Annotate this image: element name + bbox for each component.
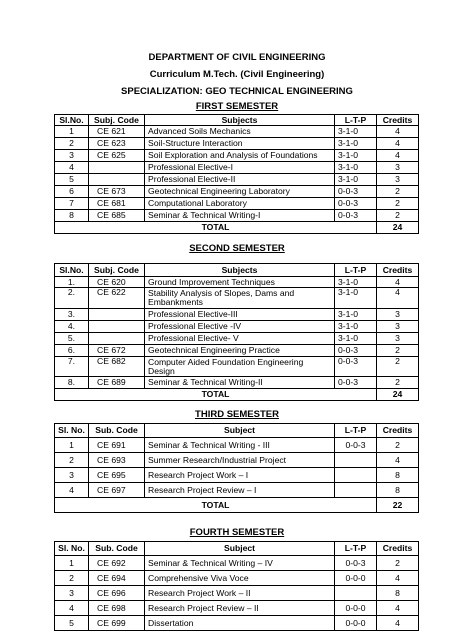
cell-sl-no: 1 (55, 126, 89, 138)
cell-subject: Professional Elective-II (145, 174, 335, 186)
cell-credits: 4 (377, 601, 419, 616)
cell-sl-no: 8 (55, 210, 89, 222)
cell-credits: 4 (377, 571, 419, 586)
semester-table (54, 263, 419, 401)
column-header: Subject (145, 424, 335, 438)
semester-table (54, 423, 419, 513)
cell-ltp: 0-0-3 (335, 556, 377, 571)
cell-credits: 2 (377, 210, 419, 222)
table-row (55, 483, 419, 498)
table-row (55, 333, 419, 345)
table-row (55, 198, 419, 210)
table-row (55, 150, 419, 162)
cell-code: CE 685 (89, 210, 145, 222)
table-row (55, 556, 419, 571)
cell-ltp: 3-1-0 (335, 309, 377, 321)
cell-code: CE 625 (89, 150, 145, 162)
total-row (55, 389, 419, 401)
cell-ltp: 0-0-3 (335, 377, 377, 389)
semester-table (54, 114, 419, 234)
cell-code: CE 696 (89, 586, 145, 601)
cell-credits: 2 (377, 186, 419, 198)
cell-subject: Seminar & Technical Writing-I (145, 210, 335, 222)
cell-credits: 3 (377, 321, 419, 333)
cell-subject: Summer Research/Industrial Project (145, 453, 335, 468)
column-header: Credits (377, 424, 419, 438)
column-header: Subj. Code (89, 264, 145, 277)
cell-ltp (335, 468, 377, 483)
cell-subject: Ground Improvement Techniques (145, 277, 335, 288)
cell-subject: Dissertation (145, 616, 335, 631)
cell-ltp: 0-0-3 (335, 186, 377, 198)
cell-ltp: 0-0-3 (335, 345, 377, 357)
cell-ltp: 3-1-0 (335, 126, 377, 138)
table-row (55, 321, 419, 333)
cell-sl-no: 5. (55, 333, 89, 345)
cell-credits: 2 (377, 377, 419, 389)
total-row (55, 222, 419, 234)
cell-code: CE 692 (89, 556, 145, 571)
cell-code: CE 698 (89, 601, 145, 616)
cell-subject: Comprehensive Viva Voce (145, 571, 335, 586)
cell-sl-no: 1 (55, 438, 89, 453)
cell-subject: Seminar & Technical Writing-II (145, 377, 335, 389)
cell-ltp: 0-0-0 (335, 601, 377, 616)
table-row (55, 438, 419, 453)
column-header: Sub. Code (89, 542, 145, 556)
column-header: Subjects (145, 115, 335, 126)
column-header: L-T-P (335, 542, 377, 556)
cell-credits: 4 (377, 288, 419, 309)
cell-subject: Computer Aided Foundation Engineering Design (145, 357, 335, 377)
table-row (55, 616, 419, 631)
cell-credits: 8 (377, 483, 419, 498)
column-header: Credits (377, 115, 419, 126)
column-header: Subj. Code (89, 115, 145, 126)
cell-subject: Computational Laboratory (145, 198, 335, 210)
table-row (55, 586, 419, 601)
cell-sl-no: 4 (55, 483, 89, 498)
total-label: TOTAL (55, 222, 377, 234)
column-header: Sl.No. (55, 264, 89, 277)
cell-credits: 4 (377, 126, 419, 138)
cell-credits: 2 (377, 438, 419, 453)
table-header-row (55, 264, 419, 277)
column-header: L-T-P (335, 264, 377, 277)
table-row (55, 453, 419, 468)
total-credits: 22 (377, 498, 419, 513)
table-row (55, 162, 419, 174)
cell-sl-no: 7 (55, 198, 89, 210)
column-header: Sl.No. (55, 115, 89, 126)
cell-code: CE 695 (89, 468, 145, 483)
cell-sl-no: 6 (55, 186, 89, 198)
cell-code: CE 673 (89, 186, 145, 198)
cell-sl-no: 3. (55, 309, 89, 321)
cell-subject: Professional Elective-I (145, 162, 335, 174)
total-label: TOTAL (55, 498, 377, 513)
cell-sl-no: 3 (55, 586, 89, 601)
cell-code: CE 620 (89, 277, 145, 288)
table-row (55, 186, 419, 198)
cell-subject: Research Project Review – II (145, 601, 335, 616)
column-header: Credits (377, 264, 419, 277)
table-row (55, 288, 419, 309)
table-row (55, 601, 419, 616)
cell-sl-no: 3 (55, 150, 89, 162)
cell-code: CE 672 (89, 345, 145, 357)
cell-ltp: 0-0-0 (335, 571, 377, 586)
cell-code (89, 162, 145, 174)
cell-ltp: 3-1-0 (335, 138, 377, 150)
cell-code: CE 621 (89, 126, 145, 138)
cell-ltp: 0-0-3 (335, 357, 377, 377)
table-header-row (55, 542, 419, 556)
cell-subject: Soil Exploration and Analysis of Foundations (145, 150, 335, 162)
column-header: Subjects (145, 264, 335, 277)
cell-credits: 3 (377, 309, 419, 321)
semester-heading: THIRD SEMESTER (195, 409, 279, 420)
column-header: L-T-P (335, 115, 377, 126)
cell-sl-no: 7. (55, 357, 89, 377)
column-header: Sl. No. (55, 424, 89, 438)
cell-sl-no: 4 (55, 162, 89, 174)
cell-credits: 4 (377, 616, 419, 631)
cell-ltp: 3-1-0 (335, 288, 377, 309)
table-row (55, 126, 419, 138)
semester-heading: FIRST SEMESTER (195, 101, 279, 112)
cell-sl-no: 5 (55, 174, 89, 186)
total-credits: 24 (377, 222, 419, 234)
semester-table (54, 541, 419, 631)
total-row (55, 498, 419, 513)
column-header: Credits (377, 542, 419, 556)
cell-ltp: 0-0-0 (335, 616, 377, 631)
table-row (55, 357, 419, 377)
cell-sl-no: 2 (55, 571, 89, 586)
cell-code: CE 623 (89, 138, 145, 150)
cell-subject: Seminar & Technical Writing - III (145, 438, 335, 453)
cell-sl-no: 4 (55, 601, 89, 616)
cell-subject: Professional Elective-III (145, 309, 335, 321)
cell-ltp: 0-0-3 (335, 198, 377, 210)
table-row (55, 309, 419, 321)
column-header: Sl. No. (55, 542, 89, 556)
table-row (55, 174, 419, 186)
total-label: TOTAL (55, 389, 377, 401)
cell-code: CE 699 (89, 616, 145, 631)
cell-ltp: 3-1-0 (335, 277, 377, 288)
cell-credits: 3 (377, 174, 419, 186)
semester-heading: FOURTH SEMESTER (189, 527, 285, 538)
cell-subject: Research Project Work – II (145, 586, 335, 601)
cell-ltp (335, 483, 377, 498)
specialization-title: SPECIALIZATION: GEO TECHNICAL ENGINEERING (121, 86, 353, 97)
table-row (55, 468, 419, 483)
cell-sl-no: 2 (55, 138, 89, 150)
department-title: DEPARTMENT OF CIVIL ENGINEERING (148, 52, 326, 63)
cell-credits: 2 (377, 357, 419, 377)
cell-code: CE 694 (89, 571, 145, 586)
cell-ltp: 0-0-3 (335, 438, 377, 453)
cell-credits: 4 (377, 453, 419, 468)
table-row (55, 345, 419, 357)
cell-ltp (335, 453, 377, 468)
cell-subject: Research Project Review – I (145, 483, 335, 498)
cell-code: CE 693 (89, 453, 145, 468)
cell-sl-no: 2 (55, 453, 89, 468)
cell-code (89, 321, 145, 333)
cell-subject: Professional Elective- V (145, 333, 335, 345)
table-header-row (55, 424, 419, 438)
curriculum-title: Curriculum M.Tech. (Civil Engineering) (149, 69, 325, 80)
cell-ltp: 3-1-0 (335, 162, 377, 174)
cell-sl-no: 2. (55, 288, 89, 309)
cell-subject: Seminar & Technical Writing – IV (145, 556, 335, 571)
semester-heading: SECOND SEMESTER (189, 243, 285, 254)
column-header: Sub. Code (89, 424, 145, 438)
cell-subject: Soil-Structure Interaction (145, 138, 335, 150)
cell-credits: 8 (377, 468, 419, 483)
cell-ltp: 3-1-0 (335, 150, 377, 162)
cell-credits: 4 (377, 277, 419, 288)
cell-code: CE 681 (89, 198, 145, 210)
cell-code (89, 309, 145, 321)
column-header: L-T-P (335, 424, 377, 438)
cell-credits: 4 (377, 150, 419, 162)
cell-subject: Professional Elective -IV (145, 321, 335, 333)
cell-credits: 2 (377, 198, 419, 210)
cell-credits: 3 (377, 162, 419, 174)
cell-code (89, 333, 145, 345)
cell-subject: Advanced Soils Mechanics (145, 126, 335, 138)
cell-sl-no: 1. (55, 277, 89, 288)
cell-sl-no: 5 (55, 616, 89, 631)
cell-code: CE 697 (89, 483, 145, 498)
cell-code: CE 622 (89, 288, 145, 309)
cell-credits: 3 (377, 333, 419, 345)
table-row (55, 377, 419, 389)
table-row (55, 277, 419, 288)
cell-subject: Research Project Work – I (145, 468, 335, 483)
cell-ltp (335, 586, 377, 601)
total-credits: 24 (377, 389, 419, 401)
cell-ltp: 3-1-0 (335, 174, 377, 186)
cell-ltp: 0-0-3 (335, 210, 377, 222)
cell-sl-no: 6. (55, 345, 89, 357)
column-header: Subject (145, 542, 335, 556)
cell-credits: 8 (377, 586, 419, 601)
cell-sl-no: 8. (55, 377, 89, 389)
cell-code: CE 691 (89, 438, 145, 453)
cell-subject: Geotechnical Engineering Practice (145, 345, 335, 357)
cell-ltp: 3-1-0 (335, 333, 377, 345)
cell-code (89, 174, 145, 186)
cell-credits: 2 (377, 556, 419, 571)
cell-code: CE 689 (89, 377, 145, 389)
cell-ltp: 3-1-0 (335, 321, 377, 333)
table-row (55, 138, 419, 150)
table-row (55, 571, 419, 586)
cell-sl-no: 3 (55, 468, 89, 483)
cell-credits: 2 (377, 345, 419, 357)
cell-code: CE 682 (89, 357, 145, 377)
cell-subject: Stability Analysis of Slopes, Dams and Embankments (145, 288, 335, 309)
table-row (55, 210, 419, 222)
table-header-row (55, 115, 419, 126)
cell-subject: Geotechnical Engineering Laboratory (145, 186, 335, 198)
cell-credits: 4 (377, 138, 419, 150)
cell-sl-no: 4. (55, 321, 89, 333)
cell-sl-no: 1 (55, 556, 89, 571)
